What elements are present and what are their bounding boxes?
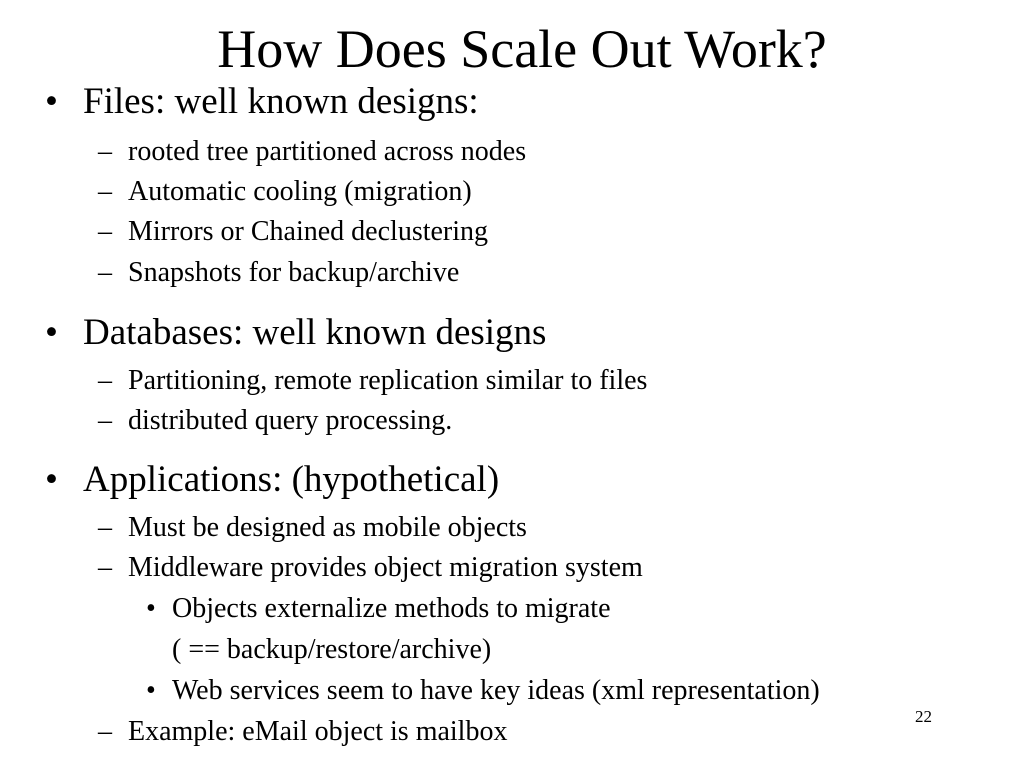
bullet-marker: • xyxy=(146,593,156,624)
sub-item xyxy=(98,175,472,209)
sub-item xyxy=(98,511,527,545)
dash-marker: – xyxy=(98,176,112,207)
sub-sub-item-text: ( == backup/restore/archive) xyxy=(172,634,492,665)
dash-marker: – xyxy=(98,136,112,167)
dash-marker: – xyxy=(98,216,112,247)
sub-item xyxy=(98,404,453,438)
dash-marker: – xyxy=(98,405,112,436)
slide-title: How Does Scale Out Work? xyxy=(217,19,827,79)
sub-item xyxy=(98,215,489,249)
bullet-marker: • xyxy=(45,312,58,353)
sub-item-text: Example: eMail object is mailbox xyxy=(128,716,508,747)
sub-item-text: Snapshots for backup/archive xyxy=(128,257,460,288)
slide-number: 22 xyxy=(915,707,932,726)
sub-item-text: rooted tree partitioned across nodes xyxy=(128,136,527,167)
sub-item xyxy=(98,135,527,169)
bullet-marker: • xyxy=(45,81,58,122)
sub-sub-item-text: Web services seem to have key ideas (xml representation) xyxy=(172,675,820,706)
sub-item-text: Partitioning, remote replication similar to files xyxy=(128,365,648,396)
dash-marker: – xyxy=(98,512,112,543)
bullet-applications xyxy=(45,458,500,502)
sub-item xyxy=(98,256,460,290)
sub-item-text: Middleware provides object migration system xyxy=(128,552,643,583)
dash-marker: – xyxy=(98,365,112,396)
bullet-marker: • xyxy=(146,675,156,706)
sub-sub-item-continuation xyxy=(172,633,491,667)
dash-marker: – xyxy=(98,716,112,747)
bullet-text: Files: well known designs: xyxy=(83,81,479,122)
sub-item-text: Mirrors or Chained declustering xyxy=(128,216,489,247)
sub-sub-item-text: Objects externalize methods to migrate xyxy=(172,593,611,624)
sub-sub-item xyxy=(146,592,611,626)
sub-item-text: Automatic cooling (migration) xyxy=(128,176,472,207)
dash-marker: – xyxy=(98,552,112,583)
dash-marker: – xyxy=(98,257,112,288)
sub-sub-item xyxy=(146,674,820,708)
bullet-marker: • xyxy=(45,459,58,500)
bullet-text: Applications: (hypothetical) xyxy=(83,459,500,500)
bullet-files xyxy=(45,80,479,124)
bullet-text: Databases: well known designs xyxy=(83,312,547,353)
sub-item xyxy=(98,551,643,585)
sub-item-text: distributed query processing. xyxy=(128,405,453,436)
sub-item xyxy=(98,364,648,398)
sub-item-text: Must be designed as mobile objects xyxy=(128,512,527,543)
sub-item xyxy=(98,715,508,749)
bullet-databases xyxy=(45,311,547,355)
